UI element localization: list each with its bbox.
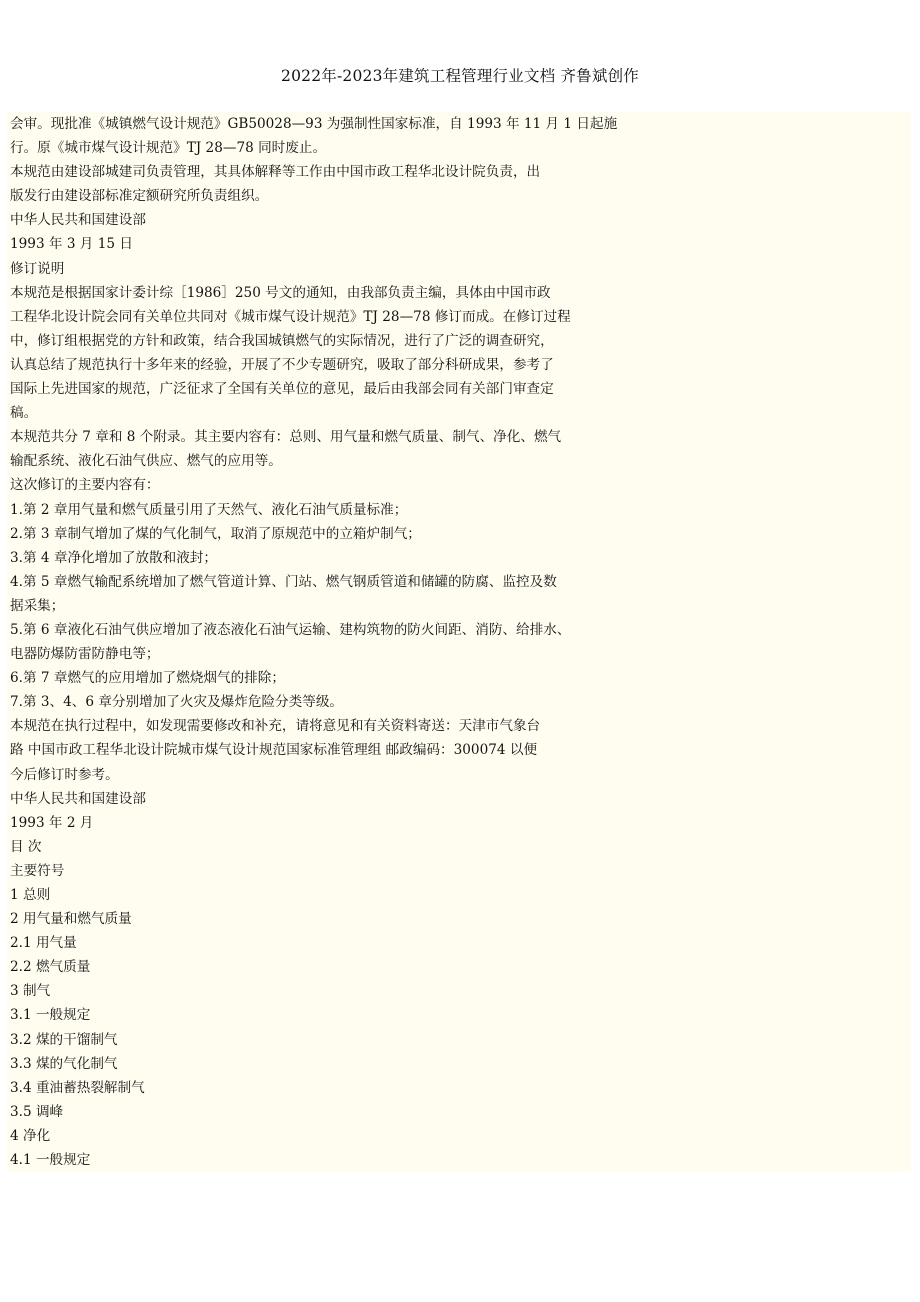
toc-heading: 目 次 bbox=[10, 838, 42, 855]
text-line: 本规范由建设部城建司负责管理，其具体解释等工作由中国市政工程华北设计院负责，出 bbox=[10, 164, 541, 181]
text-line: 中，修订组根据党的方针和政策，结合我国城镇燃气的实际情况，进行了广泛的调查研究， bbox=[10, 332, 554, 349]
text-line: 版发行由建设部标准定额研究所负责组织。 bbox=[10, 188, 269, 205]
toc-item: 1 总则 bbox=[10, 887, 51, 903]
toc-item: 2.2 燃气质量 bbox=[10, 959, 91, 976]
text-line: 稿。 bbox=[10, 405, 38, 422]
toc-item: 3.2 煤的干馏制气 bbox=[10, 1031, 118, 1048]
toc-item: 3 制气 bbox=[10, 983, 51, 1000]
text-line: 1993 年 3 月 15 日 bbox=[10, 236, 133, 253]
text-line: 今后修订时参考。 bbox=[10, 766, 119, 783]
text-line: 国际上先进国家的规范，广泛征求了全国有关单位的意见，最后由我部会同有关部门审查定 bbox=[10, 381, 554, 398]
list-item: 4.第 5 章燃气输配系统增加了燃气管道计算、门站、燃气钢质管道和储罐的防腐、监控及数 bbox=[10, 573, 557, 590]
toc-item: 主要符号 bbox=[10, 862, 65, 879]
text-line: 认真总结了规范执行十多年来的经验，开展了不少专题研究，吸取了部分科研成果，参考了 bbox=[10, 356, 554, 373]
toc-item: 4 净化 bbox=[10, 1127, 51, 1144]
document-body bbox=[7, 112, 911, 1172]
text-line: 本规范是根据国家计委计综［1986］250 号文的通知，由我部负责主编，具体由中国市政 bbox=[10, 284, 551, 301]
toc-item: 3.3 煤的气化制气 bbox=[10, 1055, 118, 1072]
list-item: 5.第 6 章液化石油气供应增加了液态液化石油气运输、建构筑物的防火间距、消防、给排水、 bbox=[10, 621, 571, 638]
section-heading: 修订说明 bbox=[10, 260, 65, 277]
list-item: 6.第 7 章燃气的应用增加了燃烧烟气的排除； bbox=[10, 670, 285, 687]
list-item: 据采集； bbox=[10, 597, 65, 614]
list-item: 2.第 3 章制气增加了煤的气化制气，取消了原规范中的立箱炉制气； bbox=[10, 525, 421, 542]
text-line: 行。原《城市煤气设计规范》TJ 28—78 同时废止。 bbox=[10, 140, 327, 157]
toc-item: 2 用气量和燃气质量 bbox=[10, 911, 132, 928]
text-line: 这次修订的主要内容有： bbox=[10, 477, 160, 494]
text-line: 中华人民共和国建设部 bbox=[10, 790, 146, 807]
toc-item: 3.4 重油蓄热裂解制气 bbox=[10, 1079, 145, 1096]
toc-item: 4.1 一般规定 bbox=[10, 1152, 91, 1169]
toc-item: 2.1 用气量 bbox=[10, 935, 77, 952]
list-item: 电器防爆防雷防静电等； bbox=[10, 646, 160, 663]
list-item: 7.第 3、4、6 章分别增加了火灾及爆炸危险分类等级。 bbox=[10, 694, 344, 711]
text-line: 中华人民共和国建设部 bbox=[10, 212, 146, 229]
text-line: 1993 年 2 月 bbox=[10, 814, 94, 831]
page-header: 2022年-2023年建筑工程管理行业文档 齐鲁斌创作 bbox=[281, 67, 639, 85]
text-line: 会审。现批准《城镇燃气设计规范》GB50028—93 为强制性国家标准，自 1993 年 11 月 1 日起施 bbox=[10, 116, 618, 132]
list-item: 3.第 4 章净化增加了放散和液封； bbox=[10, 549, 217, 566]
text-line: 本规范在执行过程中，如发现需要修改和补充，请将意见和有关资料寄送：天津市气象台 bbox=[10, 718, 541, 735]
list-item: 1.第 2 章用气量和燃气质量引用了天然气、液化石油气质量标准； bbox=[10, 501, 408, 518]
text-line: 路 中国市政工程华北设计院城市煤气设计规范国家标准管理组 邮政编码：300074 以便 bbox=[10, 742, 538, 759]
text-line: 本规范共分 7 章和 8 个附录。其主要内容有：总则、用气量和燃气质量、制气、净化、燃气 bbox=[10, 429, 562, 446]
text-line: 工程华北设计院会同有关单位共同对《城市煤气设计规范》TJ 28—78 修订而成。在修订过程 bbox=[10, 308, 571, 325]
text-line: 输配系统、液化石油气供应、燃气的应用等。 bbox=[10, 453, 282, 470]
toc-item: 3.1 一般规定 bbox=[10, 1007, 91, 1024]
toc-item: 3.5 调峰 bbox=[10, 1103, 64, 1120]
